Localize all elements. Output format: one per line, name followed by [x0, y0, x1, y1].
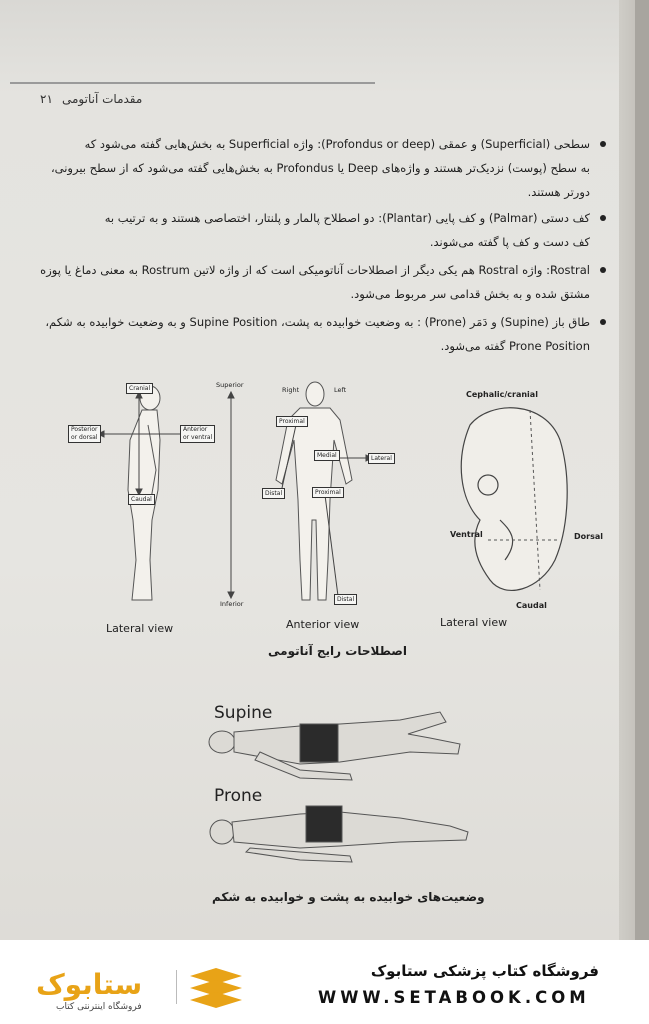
- book-logo-icon: [186, 968, 246, 1008]
- label-caudal: Caudal: [128, 494, 155, 505]
- bullet-line: طاق باز (Supine) و دَمَر (Prone) : به وضعیت خوابیده به پشت، Supine Position و به وضعیت خوابیده به شکم،: [45, 315, 590, 329]
- logo-divider: [176, 970, 177, 1004]
- bullet-line: کف دست و کف پا گفته می‌شوند.: [429, 235, 590, 249]
- store-url[interactable]: WWW.SETABOOK.COM: [318, 988, 590, 1007]
- bullet-line: Prone Position گفته می‌شود.: [440, 339, 590, 353]
- bullet-line: دورتر هستند.: [527, 185, 590, 199]
- bullet-line: کف دستی (Palmar) و کف پایی (Plantar): دو اصطلاح پالمار و پلنتار، اختصاصی هستند و به ترتیب به: [104, 211, 590, 225]
- figure2-caption: وضعیت‌های خوابیده به پشت و خوابیده به شکم: [212, 890, 485, 904]
- label-dorsal: Dorsal: [574, 532, 603, 541]
- label-cephalic: Cephalic/cranial: [466, 390, 538, 399]
- caption-anterior-view: Anterior view: [286, 618, 360, 631]
- label-inferior: Inferior: [220, 600, 244, 608]
- label-supine: Supine: [214, 703, 273, 723]
- embryo-illustration: [461, 408, 567, 591]
- label-lateral: Lateral: [368, 453, 395, 464]
- caption-lateral-view: Lateral view: [106, 622, 174, 635]
- page-number: ۲۱: [40, 92, 53, 106]
- label-caudal-embryo: Caudal: [516, 601, 547, 610]
- label-prone: Prone: [214, 786, 263, 806]
- caption-embryo-lateral-view: Lateral view: [440, 616, 508, 629]
- bullet-line: مشتق شده و به بخش قدامی سر مربوط می‌شود.: [350, 287, 590, 301]
- label-posterior: Posterior or dorsal: [68, 425, 101, 443]
- label-distal-arm: Distal: [262, 488, 285, 499]
- logo-wordmark: ستابوک: [36, 968, 143, 1001]
- prone-body-illustration: [210, 806, 468, 862]
- label-cranial: Cranial: [126, 383, 153, 394]
- store-name: فروشگاه کتاب پزشکی ستابوک: [370, 962, 599, 980]
- figure1-caption: اصطلاحات رایج آناتومی: [268, 644, 407, 658]
- label-medial: Medial: [314, 450, 340, 461]
- label-anterior: Anterior or ventral: [180, 425, 215, 443]
- superior-inferior-axis: [228, 392, 234, 598]
- bullet-line: به سطح (پوست) نزدیک‌تر هستند و واژه‌های Deep یا Profondus به بخش‌هایی گفته می‌شود که از سطح بیرونی،: [50, 161, 590, 175]
- label-proximal-top: Proximal: [276, 416, 308, 427]
- store-footer: [0, 940, 649, 1024]
- label-proximal-bottom: Proximal: [312, 487, 344, 498]
- running-header-title: مقدمات آناتومی: [62, 92, 143, 106]
- label-left: Left: [334, 386, 347, 394]
- lateral-body-illustration: [128, 386, 160, 600]
- logo-subtitle: فروشگاه اینترنتی کتاب: [56, 1002, 142, 1012]
- label-distal-leg: Distal: [334, 594, 357, 605]
- label-ventral: Ventral: [450, 530, 483, 539]
- label-superior: Superior: [216, 381, 244, 389]
- bullet-line: Rostral: واژه Rostral هم یکی دیگر از اصطلاحات آناتومیکی است که از واژه لاتین Rostrum به معنی دماغ یا پوزه: [40, 263, 590, 277]
- label-right: Right: [282, 386, 300, 394]
- bullet-line: سطحی (Superficial) و عمقی (Profondus or deep): واژه Superficial به بخش‌هایی گفته می‌شود که: [84, 137, 590, 151]
